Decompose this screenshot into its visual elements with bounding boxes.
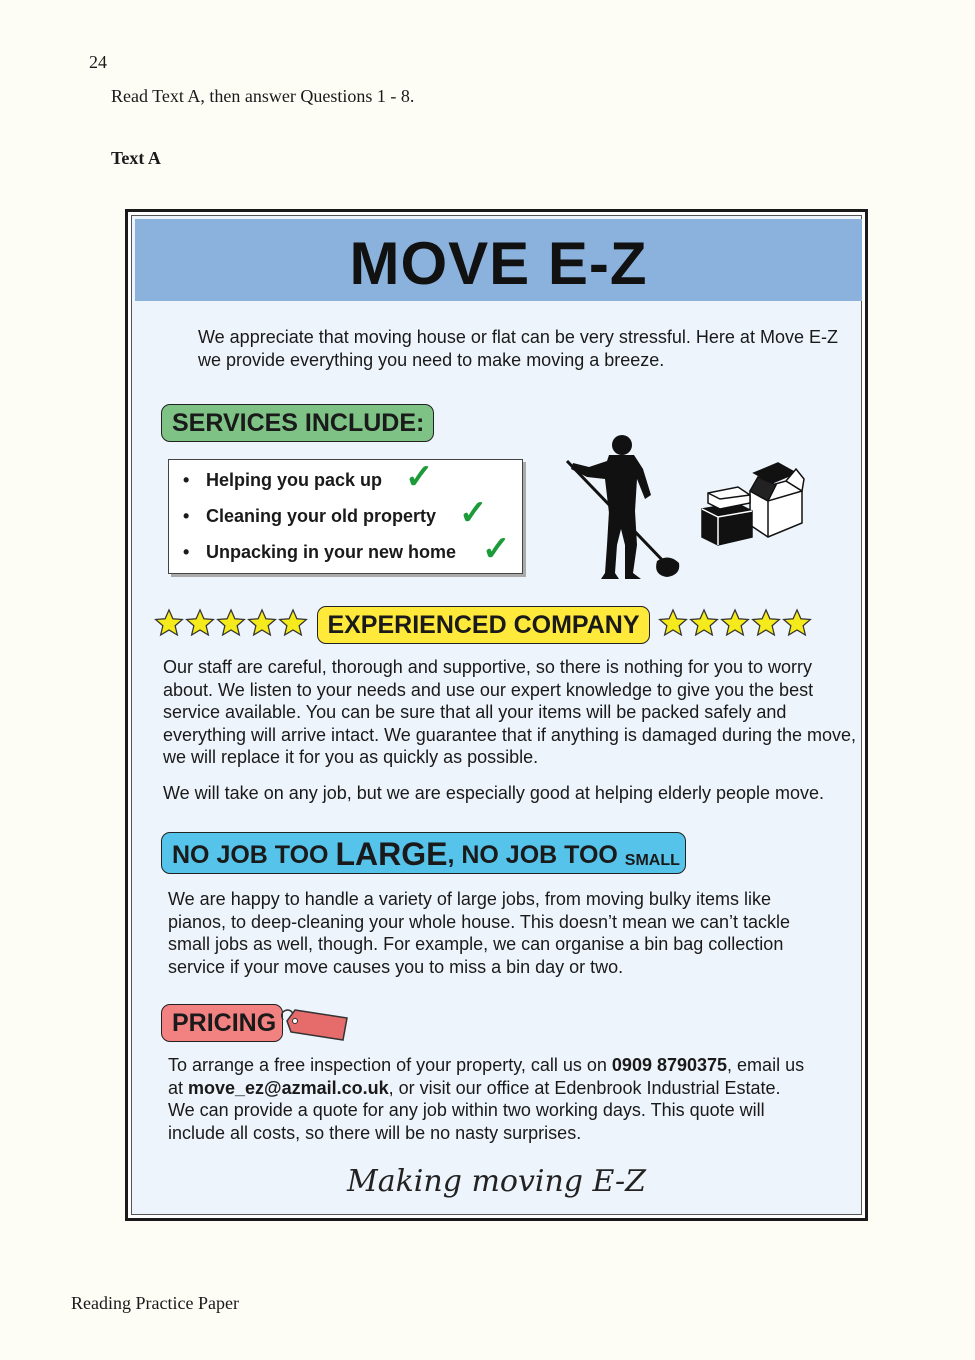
pricing-text-part: To arrange a free inspection of your property, call us on	[168, 1055, 612, 1075]
services-heading: SERVICES INCLUDE:	[161, 404, 434, 442]
heading-part: NO JOB TOO	[172, 841, 336, 869]
star-icon	[782, 608, 812, 638]
heading-large-word: LARGE	[335, 836, 448, 872]
leaflet	[125, 209, 868, 1221]
bullet: •	[183, 506, 190, 526]
star-icon	[154, 608, 184, 638]
text-label: Text A	[111, 148, 161, 168]
service-item	[183, 470, 382, 491]
page-number: 24	[89, 52, 107, 72]
star-icon	[216, 608, 246, 638]
service-item	[183, 506, 436, 527]
email-address: move_ez@azmail.co.uk	[188, 1077, 389, 1098]
services-list	[168, 459, 523, 574]
bullet: •	[183, 470, 190, 490]
footer-text: Reading Practice Paper	[71, 1293, 239, 1313]
star-icon	[689, 608, 719, 638]
star-icon	[278, 608, 308, 638]
large-jobs-paragraph: We are happy to handle a variety of large jobs, from moving bulky items like pianos, to deep-cleaning your whole house. This doesn’t mean we can’t tackle small jobs as well, though. For example, we can organise a bin bag collection service if your move causes you to miss a bin day or two.	[168, 889, 791, 977]
staff-paragraph: Our staff are careful, thorough and supportive, so there is nothing for you to worry about. We listen to your needs and use our expert knowledge to give you the best service available. You can be sure that all your items will be packed safely and everything will arrive intact. We guarantee that if anything is damaged during the move, we will replace it for you as quickly as possible.	[163, 657, 857, 767]
moving-boxes-icon	[696, 457, 806, 547]
phone-number: 0909 8790375	[611, 1055, 728, 1075]
service-label: Helping you pack up	[206, 470, 383, 490]
pricing-heading: PRICING	[161, 1004, 283, 1042]
pricing-text-part: , or visit our office at Edenbrook Industrial Estate. We can provide a quote for any job within two working days. This quote will include all costs, so there will be no nasty surprises.	[168, 1077, 781, 1143]
service-item	[183, 542, 456, 563]
pricing-text-part: , email us at	[168, 1055, 805, 1098]
price-tag-icon	[281, 1006, 351, 1042]
heading-part: , NO JOB TOO	[447, 841, 625, 869]
no-job-too-large-heading	[161, 832, 686, 874]
title-banner	[135, 219, 862, 301]
star-icon	[720, 608, 750, 638]
checkmark-icon: ✓	[459, 494, 488, 532]
slogan: Making moving E-Z	[347, 1164, 646, 1199]
star-icon	[751, 608, 781, 638]
star-icon	[658, 608, 688, 638]
bullet: •	[183, 542, 190, 562]
experienced-heading: EXPERIENCED COMPANY	[317, 606, 650, 644]
heading-small-word: SMALL	[624, 852, 680, 869]
star-rating-left	[154, 608, 308, 638]
cleaner-silhouette-icon	[559, 433, 689, 583]
star-icon	[185, 608, 215, 638]
pricing-paragraph	[168, 1054, 808, 1144]
star-icon	[247, 608, 277, 638]
checkmark-icon: ✓	[405, 458, 434, 496]
leaflet-inner	[131, 215, 862, 1215]
star-rating-right	[658, 608, 812, 638]
intro-paragraph: We appreciate that moving house or flat can be very stressful. Here at Move E-Z we provide everything you need to make moving a breeze.	[198, 327, 838, 370]
instruction-text: Read Text A, then answer Questions 1 - 8.	[111, 86, 415, 106]
leaflet-title: MOVE E-Z	[349, 230, 648, 297]
service-label: Cleaning your old property	[206, 506, 437, 526]
elderly-paragraph: We will take on any job, but we are especially good at helping elderly people move.	[163, 783, 825, 803]
service-label: Unpacking in your new home	[206, 542, 457, 562]
checkmark-icon: ✓	[482, 530, 511, 568]
